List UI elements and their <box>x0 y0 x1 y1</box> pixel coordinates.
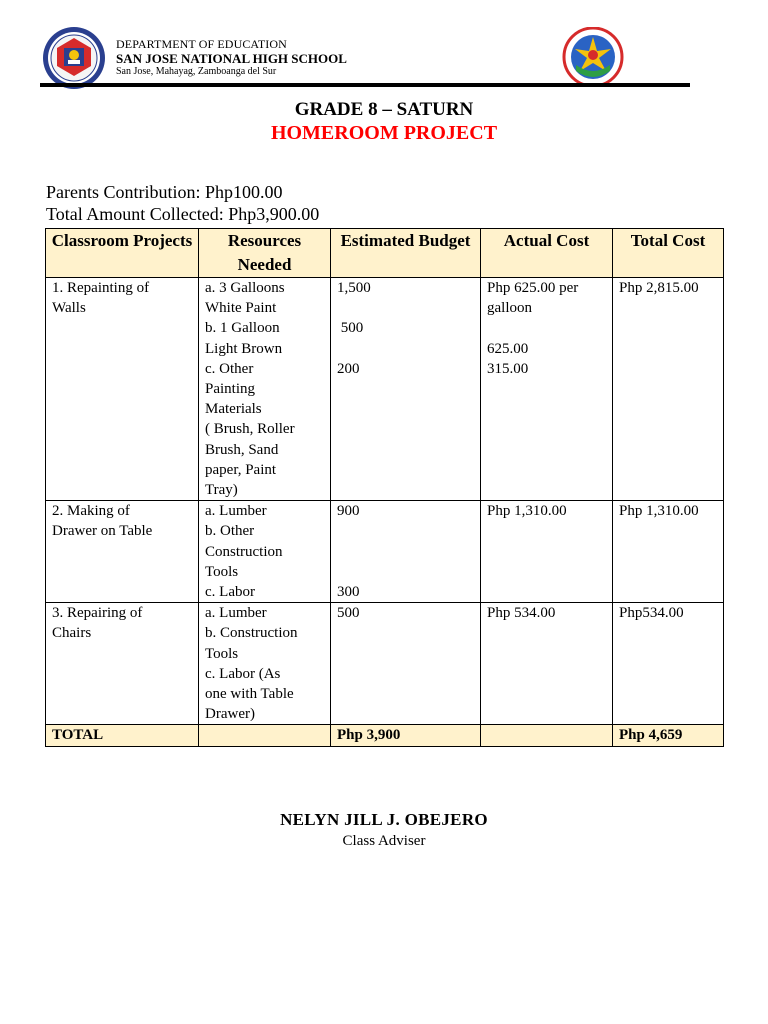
cell-line: Php 1,310.00 <box>619 503 699 520</box>
total-amount-collected: Total Amount Collected: Php3,900.00 <box>46 204 320 224</box>
cell-total <box>613 501 724 603</box>
total-resources <box>199 725 331 746</box>
cell-line: one with Table <box>205 686 294 703</box>
cell-line: paper, Paint <box>205 461 277 478</box>
cell-project <box>46 603 199 725</box>
cell-line: 625.00 <box>487 340 529 357</box>
cell-line <box>337 562 474 582</box>
deped-seal-icon <box>42 26 106 90</box>
cell-resources <box>199 501 331 603</box>
grade-section-title: GRADE 8 – SATURN <box>294 99 474 120</box>
header-actual-cost: Actual Cost <box>481 229 613 278</box>
cell-line: a. Lumber <box>205 605 267 622</box>
cell-line: Php534.00 <box>619 605 684 622</box>
table-row <box>46 501 724 603</box>
cell-line: 3. Repairing of <box>52 605 143 622</box>
cell-line: Php 1,310.00 <box>487 503 567 520</box>
cell-line: 200 <box>337 360 360 377</box>
cell-line: 1. Repainting of <box>52 280 150 296</box>
cell-line: Light Brown <box>205 340 283 357</box>
header-divider <box>40 83 690 87</box>
cell-total <box>613 278 724 501</box>
cell-project <box>46 278 199 501</box>
cell-line: b. Other <box>205 523 255 540</box>
cell-line: Drawer on Table <box>52 523 153 540</box>
cell-line: ( Brush, Roller <box>205 421 295 438</box>
total-label: TOTAL <box>46 725 199 746</box>
cell-line: a. Lumber <box>205 503 267 520</box>
cell-actual <box>481 278 613 501</box>
cell-line: Brush, Sand <box>205 441 279 458</box>
cell-line: Drawer) <box>205 706 255 723</box>
header-classroom-projects: Classroom Projects <box>46 229 199 278</box>
cell-line: a. 3 Galloons <box>205 280 285 296</box>
table-total-row <box>46 725 724 746</box>
table-row <box>46 278 724 501</box>
table-header-row <box>46 229 724 278</box>
cell-line: 300 <box>337 584 360 600</box>
total-estimated: Php 3,900 <box>331 725 481 746</box>
cell-line: c. Labor (As <box>205 665 281 682</box>
header-resources-needed: Resources Needed <box>199 229 331 278</box>
school-address: San Jose, Mahayag, Zamboanga del Sur <box>116 66 277 77</box>
cell-line: 315.00 <box>487 360 529 377</box>
cell-line: galloon <box>487 300 532 317</box>
parents-contribution: Parents Contribution: Php100.00 <box>46 182 283 202</box>
cell-line: 900 <box>337 503 360 520</box>
cell-estimated <box>331 603 481 725</box>
cell-line <box>487 318 606 338</box>
cell-line: b. 1 Galloon <box>205 320 280 337</box>
cell-line: b. Construction <box>205 625 298 642</box>
homeroom-project-title: HOMEROOM PROJECT <box>270 122 498 144</box>
cell-line: Php 625.00 per <box>487 280 579 296</box>
adviser-role: Class Adviser <box>342 833 426 849</box>
department-name: DEPARTMENT OF EDUCATION <box>116 37 287 51</box>
division-seal-icon <box>562 27 624 87</box>
cell-estimated <box>331 501 481 603</box>
cell-line <box>337 521 474 541</box>
cell-line: Painting <box>205 381 256 398</box>
header-estimated-budget: Estimated Budget <box>331 229 481 278</box>
cell-actual <box>481 501 613 603</box>
cell-line: Materials <box>205 401 262 418</box>
cell-line: Walls <box>52 300 86 317</box>
project-budget-table <box>45 228 724 747</box>
cell-line: 500 <box>337 605 360 622</box>
cell-line: 1,500 <box>337 280 371 296</box>
header-total-cost: Total Cost <box>613 229 724 278</box>
cell-project <box>46 501 199 603</box>
cell-line <box>337 542 474 562</box>
cell-line: 2. Making of <box>52 503 130 520</box>
cell-estimated <box>331 278 481 501</box>
adviser-name: NELYN JILL J. OBEJERO <box>280 810 488 829</box>
cell-actual <box>481 603 613 725</box>
cell-line: Php 2,815.00 <box>619 280 699 296</box>
cell-resources <box>199 603 331 725</box>
cell-line: c. Labor <box>205 584 255 601</box>
cell-line: Construction <box>205 543 283 560</box>
table-row <box>46 603 724 725</box>
cell-line: Chairs <box>52 625 92 642</box>
cell-total <box>613 603 724 725</box>
cell-line: Tools <box>205 563 239 580</box>
cell-line <box>337 339 474 359</box>
school-name: SAN JOSE NATIONAL HIGH SCHOOL <box>116 51 347 66</box>
cell-line: 500 <box>337 320 364 337</box>
cell-line: c. Other <box>205 360 254 377</box>
cell-line: Tools <box>205 645 239 662</box>
cell-line: Php 534.00 <box>487 605 556 622</box>
cell-line <box>337 298 474 318</box>
cell-resources <box>199 278 331 501</box>
cell-line: Tray) <box>205 482 238 499</box>
cell-line: White Paint <box>205 300 277 317</box>
total-actual <box>481 725 613 746</box>
school-header <box>116 38 347 77</box>
total-cost: Php 4,659 <box>613 725 724 746</box>
